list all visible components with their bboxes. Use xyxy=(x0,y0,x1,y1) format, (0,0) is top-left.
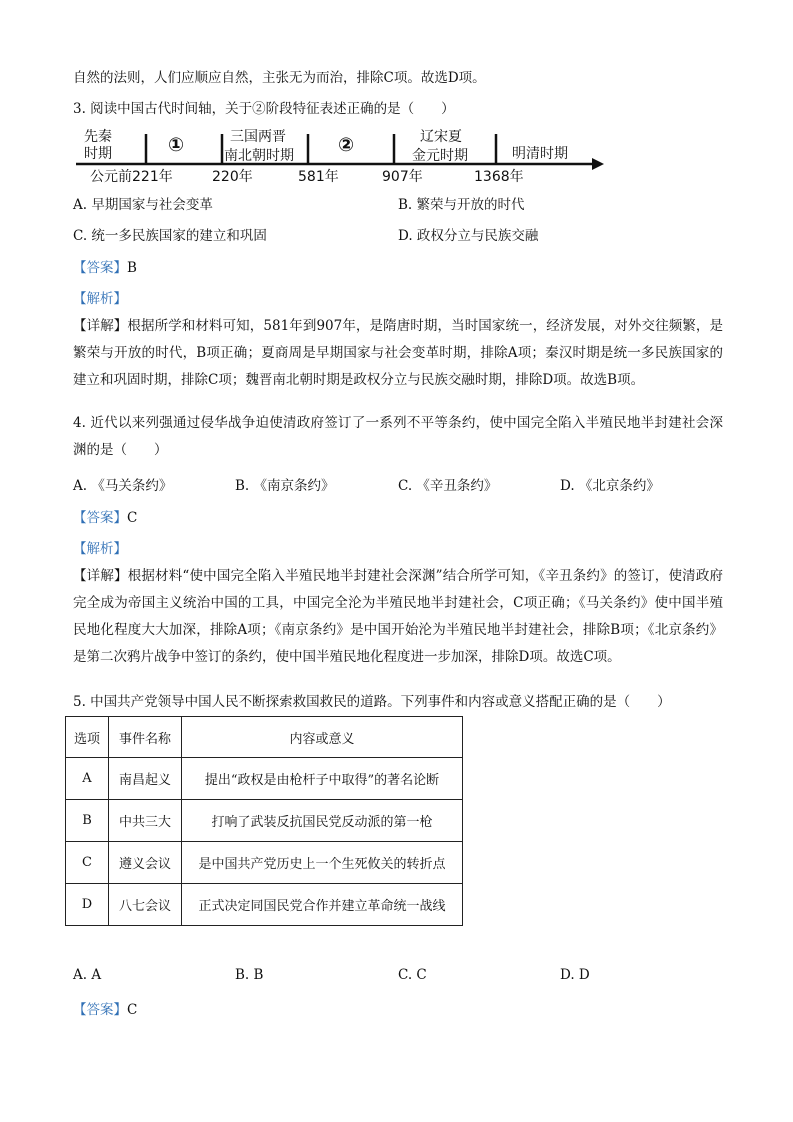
label-shiqi: 时期 xyxy=(84,146,112,162)
q4-detail: 【详解】根据材料“使中国完全陷入半殖民地半封建社会深渊”结合所学可知，《辛丑条约》的签订，使清政府完全成为帝国主义统治中国的工具，中国完全沦为半殖民地半封建社会，C项正确；《马关条约》使中国半殖民地化程度大大加深，排除A项；《南京条约》是中国开始沦为半殖民地半封建社会，排除B项；《北京条约》是第二次鸦片战争中签订的条约，使中国半殖民地化程度进一步加深，排除D项。故选C项。 xyxy=(73,568,723,665)
table-row xyxy=(66,758,463,800)
answer-value: C xyxy=(127,1002,138,1018)
table-row xyxy=(66,842,463,884)
table-header-row xyxy=(66,717,463,758)
table-row xyxy=(66,800,463,842)
cell-option: A xyxy=(66,758,109,800)
q5-option-d: D. D xyxy=(560,967,590,983)
header-event: 事件名称 xyxy=(109,717,182,758)
q3-timeline xyxy=(76,124,606,184)
year-581: 581年 xyxy=(298,169,339,185)
answer-value: C xyxy=(127,510,138,526)
q3-stem: 3. 阅读中国古代时间轴，关于②阶段特征表述正确的是（ ） xyxy=(73,101,455,117)
label-jinyuan: 金元时期 xyxy=(412,148,468,164)
label-sanguo: 三国两晋 xyxy=(230,129,286,145)
year-221bc: 公元前221年 xyxy=(90,169,173,185)
label-nanbeichao: 南北朝时期 xyxy=(224,148,294,164)
cell-option: B xyxy=(66,800,109,842)
cell-content: 打响了武装反抗国民党反动派的第一枪 xyxy=(182,800,463,842)
q3-option-b: B. 繁荣与开放的时代 xyxy=(398,197,525,213)
cell-content: 正式决定同国民党合作并建立革命统一战线 xyxy=(182,884,463,926)
table-row xyxy=(66,884,463,926)
q5-option-b: B. B xyxy=(235,967,264,983)
marker-2: ② xyxy=(338,134,355,156)
year-220: 220年 xyxy=(212,169,253,185)
q5-table xyxy=(65,716,463,926)
answer-label: 【答案】 xyxy=(73,1002,127,1018)
answer-label: 【答案】 xyxy=(73,510,127,526)
intro-line: 自然的法则，人们应顺应自然，主张无为而治，排除C项。故选D项。 xyxy=(73,70,486,86)
q5-answer xyxy=(73,998,137,1018)
q4-option-c: C. 《辛丑条约》 xyxy=(398,478,498,494)
answer-label: 【答案】 xyxy=(73,260,127,276)
label-xianqin: 先秦 xyxy=(84,129,112,145)
cell-option: D xyxy=(66,884,109,926)
answer-value: B xyxy=(127,260,137,276)
q3-analysis-label: 【解析】 xyxy=(73,291,127,307)
q3-detail: 【详解】根据所学和材料可知，581年到907年，是隋唐时期，当时国家统一，经济发展，对外交往频繁，是繁荣与开放的时代，B项正确；夏商周是早期国家与社会变革时期，排除A项；秦汉时期是统一多民族国家的建立和巩固时期，排除C项；魏晋南北朝时期是政权分立与民族交融时期，排除D项。故选B项。 xyxy=(73,318,723,388)
header-option: 选项 xyxy=(66,717,109,758)
cell-option: C xyxy=(66,842,109,884)
q3-option-a: A. 早期国家与社会变革 xyxy=(73,197,213,213)
cell-event: 中共三大 xyxy=(109,800,182,842)
q4-option-d: D. 《北京条约》 xyxy=(560,478,660,494)
year-907: 907年 xyxy=(382,169,423,185)
cell-content: 提出“政权是由枪杆子中取得”的著名论断 xyxy=(182,758,463,800)
cell-event: 南昌起义 xyxy=(109,758,182,800)
q4-option-a: A. 《马关条约》 xyxy=(73,478,173,494)
q3-option-c: C. 统一多民族国家的建立和巩固 xyxy=(73,228,267,244)
q3-option-d: D. 政权分立与民族交融 xyxy=(398,228,539,244)
cell-content: 是中国共产党历史上一个生死攸关的转折点 xyxy=(182,842,463,884)
cell-event: 八七会议 xyxy=(109,884,182,926)
q4-answer xyxy=(73,506,137,526)
header-content: 内容或意义 xyxy=(182,717,463,758)
q5-stem: 5. 中国共产党领导中国人民不断探索救国救民的道路。下列事件和内容或意义搭配正确的是（ ） xyxy=(73,694,671,710)
q4-analysis-label: 【解析】 xyxy=(73,541,127,557)
marker-1: ① xyxy=(168,134,185,156)
label-liaosongxia: 辽宋夏 xyxy=(420,129,462,145)
label-mingqing: 明清时期 xyxy=(512,146,568,162)
q4-stem: 4. 近代以来列强通过侵华战争迫使清政府签订了一系列不平等条约，使中国完全陷入半殖民地半封建社会深渊的是（ ） xyxy=(73,415,723,458)
year-1368: 1368年 xyxy=(474,169,524,185)
q5-option-a: A. A xyxy=(73,967,102,983)
q4-option-b: B. 《南京条约》 xyxy=(235,478,335,494)
q5-option-c: C. C xyxy=(398,967,427,983)
q3-answer xyxy=(73,256,137,276)
cell-event: 遵义会议 xyxy=(109,842,182,884)
